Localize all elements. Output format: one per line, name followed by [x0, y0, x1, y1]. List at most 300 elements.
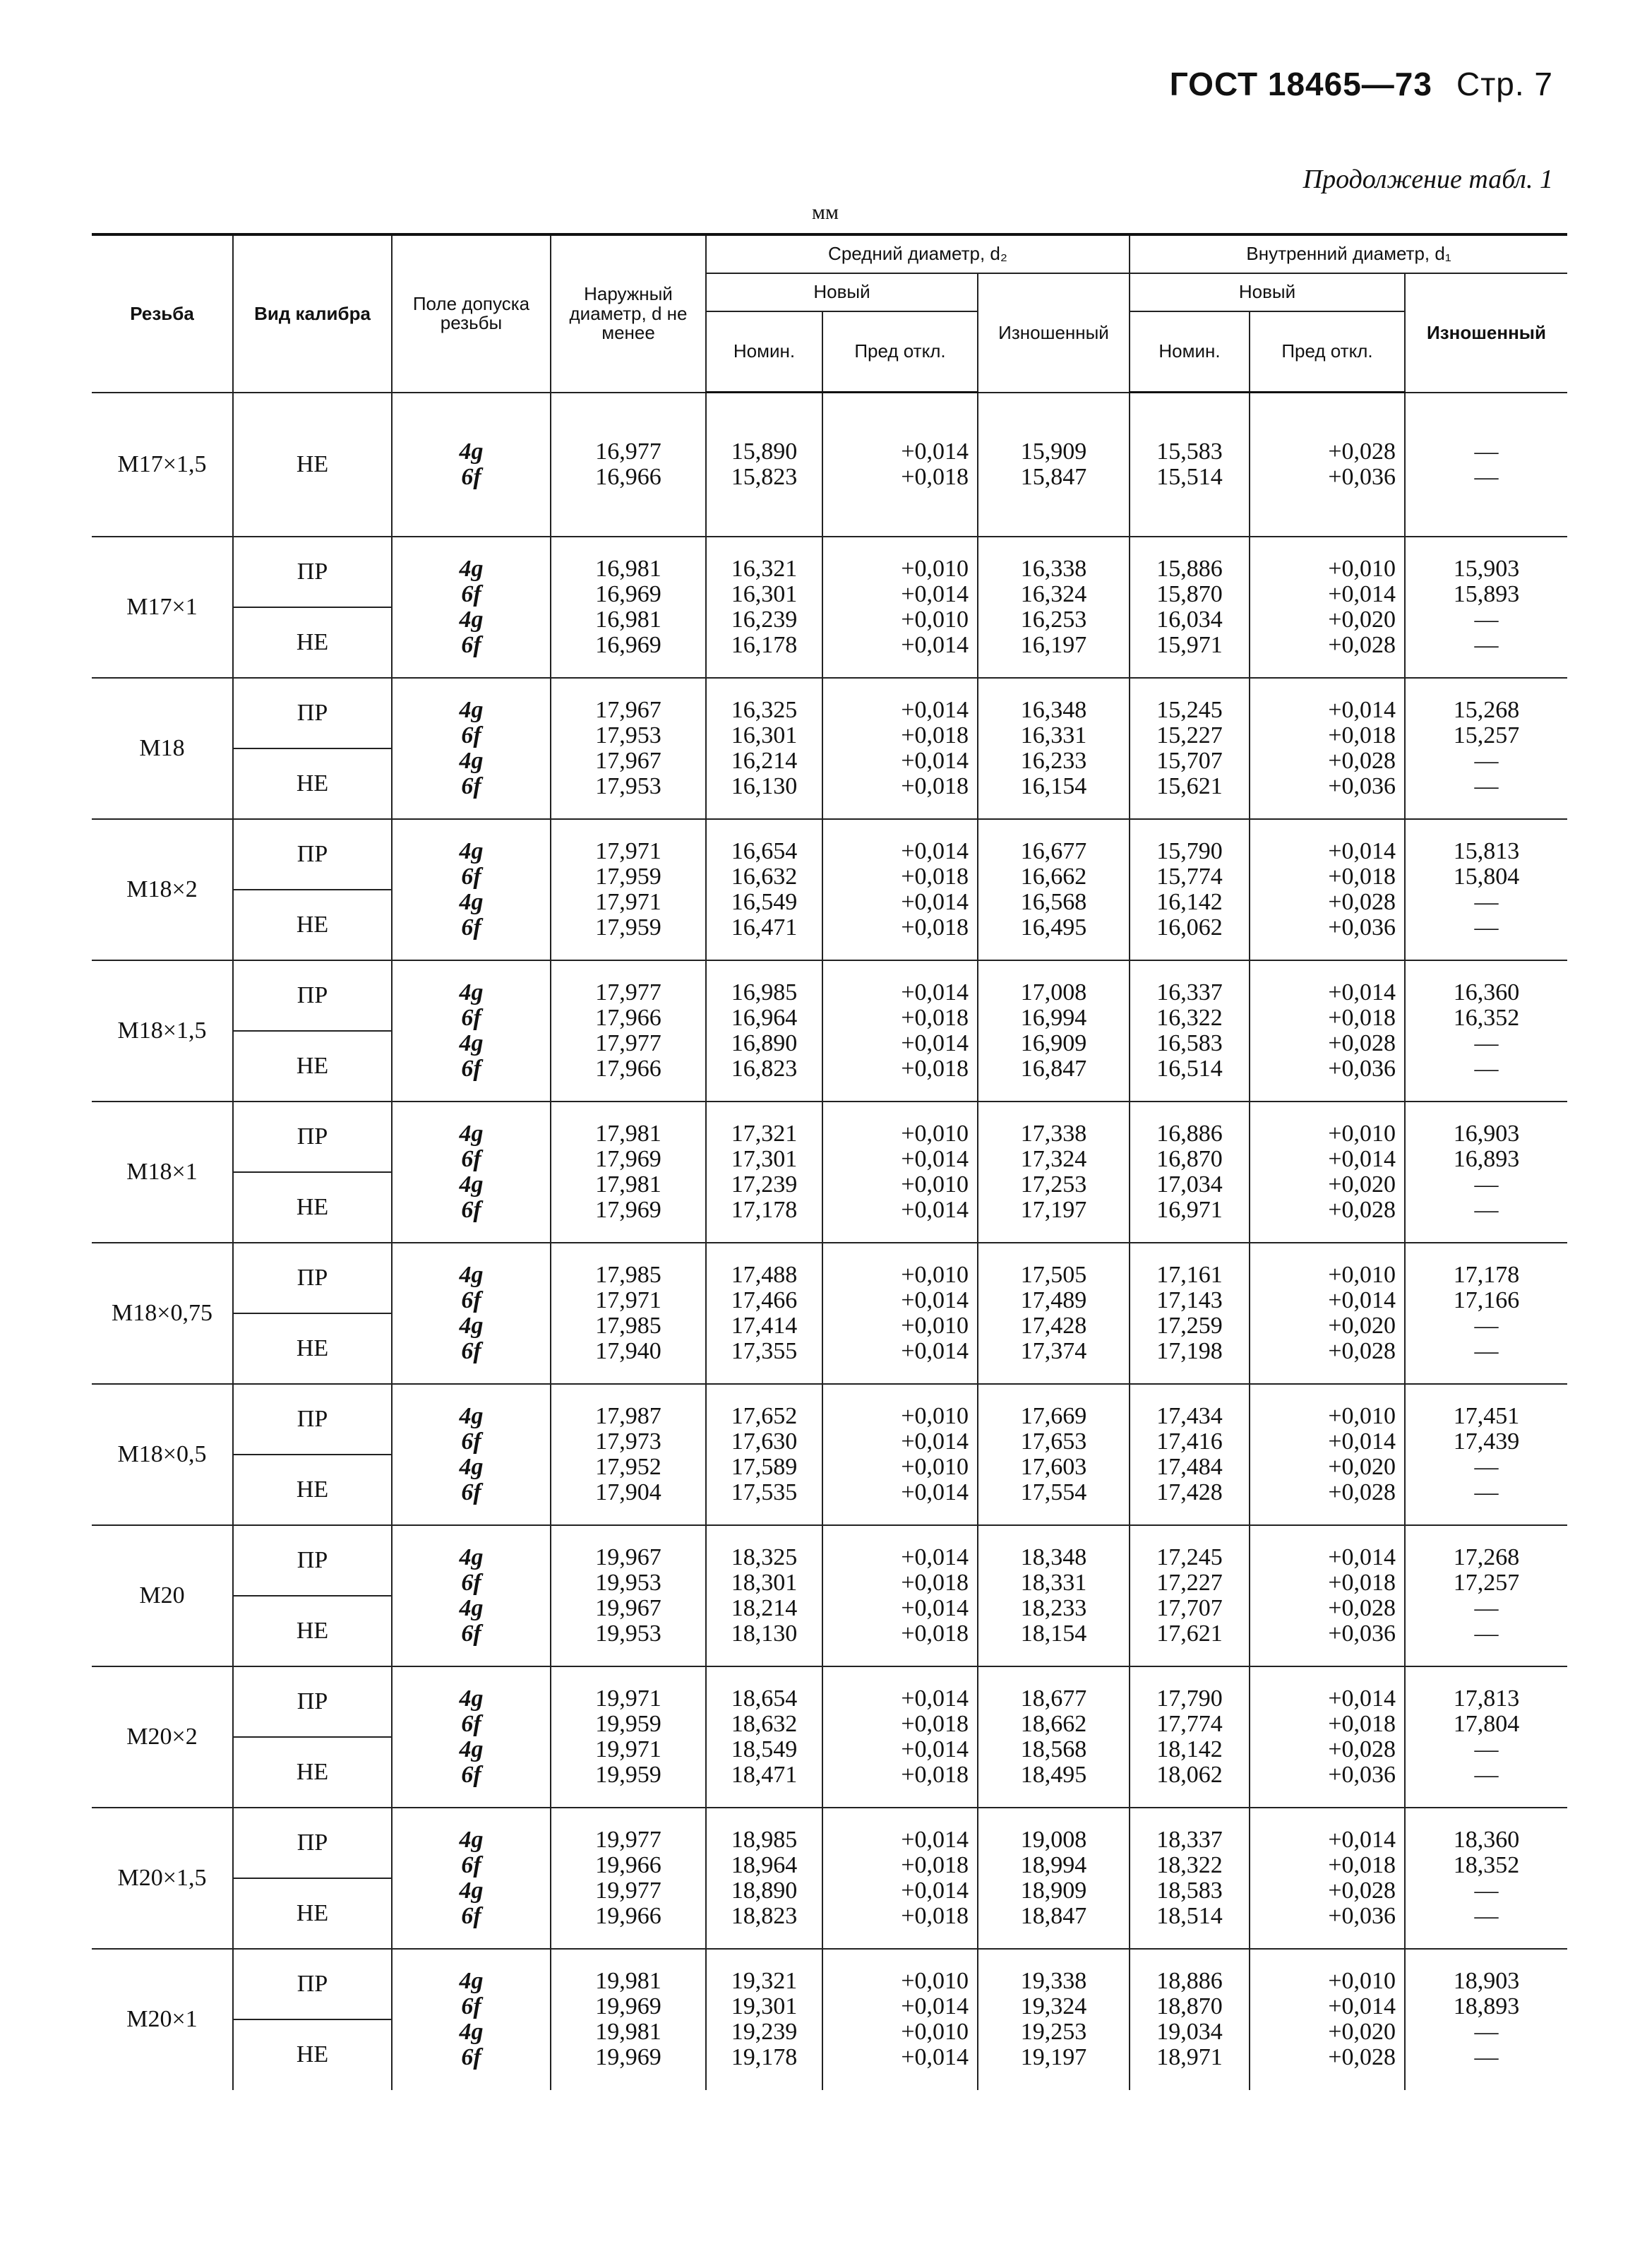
- gauge-kind: НЕ: [233, 1313, 392, 1384]
- cell-value: 18,471: [731, 1761, 798, 1788]
- cell-value: 17,969: [595, 1145, 661, 1172]
- cell-value: 4g: [459, 1312, 484, 1339]
- cell-value: 17,198: [1156, 1337, 1223, 1364]
- thread-gauge-table: [92, 233, 1567, 2090]
- cell-value: +0,028: [1328, 1337, 1396, 1364]
- cell-value: 16,062: [1156, 914, 1223, 941]
- cell-value: 6f: [461, 1569, 481, 1596]
- cell-value: 19,981: [595, 2019, 661, 2045]
- inner-nominal-values: [1130, 1243, 1250, 1384]
- cell-value: 16,348: [1020, 696, 1087, 723]
- cell-value: +0,010: [1328, 1968, 1396, 1994]
- inner-worn-values: [1405, 1949, 1567, 2090]
- cell-value: 16,495: [1020, 914, 1087, 941]
- cell-value: —: [1474, 914, 1499, 941]
- cell-value: 16,338: [1020, 555, 1087, 582]
- inner-nominal-values: [1130, 393, 1250, 537]
- cell-value: +0,028: [1328, 1736, 1396, 1762]
- cell-value: 15,804: [1453, 863, 1520, 890]
- cell-value: 19,977: [595, 1826, 661, 1853]
- pitch-nominal-values: [706, 960, 822, 1102]
- cell-value: —: [1474, 1171, 1499, 1198]
- cell-value: +0,010: [901, 1312, 969, 1339]
- cell-value: 16,969: [595, 631, 661, 658]
- cell-value: 17,940: [595, 1337, 661, 1364]
- cell-value: 15,870: [1156, 580, 1223, 607]
- table-row: [92, 1525, 1567, 1596]
- cell-value: 16,253: [1020, 606, 1087, 633]
- cell-value: 19,178: [731, 2044, 798, 2070]
- cell-value: +0,036: [1328, 1761, 1396, 1788]
- inner-nominal-values: [1130, 1949, 1250, 2090]
- cell-value: +0,028: [1328, 1196, 1396, 1223]
- inner-nominal-values: [1130, 1666, 1250, 1808]
- pitch-deviation-values: [822, 819, 978, 960]
- table-continuation-label: Продолжение табл. 1: [1302, 165, 1553, 194]
- cell-value: 17,434: [1156, 1402, 1223, 1429]
- cell-value: —: [1474, 631, 1499, 658]
- cell-value: 17,981: [595, 1171, 661, 1198]
- gauge-kind: ПР: [233, 1384, 392, 1455]
- cell-value: 18,142: [1156, 1736, 1223, 1762]
- cell-value: 6f: [461, 772, 481, 799]
- cell-value: 17,301: [731, 1145, 798, 1172]
- cell-value: 19,969: [595, 1993, 661, 2019]
- cell-value: 6f: [461, 1851, 481, 1878]
- cell-value: 16,239: [731, 606, 798, 633]
- pitch-nominal-values: [706, 1949, 822, 2090]
- cell-value: +0,036: [1328, 463, 1396, 490]
- cell-value: 18,909: [1020, 1877, 1087, 1904]
- gauge-kind: ПР: [233, 1949, 392, 2019]
- cell-value: 19,967: [595, 1594, 661, 1621]
- cell-value: 4g: [459, 888, 484, 915]
- outer-diameter-values: [551, 819, 706, 960]
- cell-value: 18,495: [1020, 1761, 1087, 1788]
- cell-value: 19,008: [1020, 1826, 1087, 1853]
- cell-value: 19,953: [595, 1620, 661, 1647]
- cell-value: 17,589: [731, 1453, 798, 1480]
- cell-value: 16,632: [731, 863, 798, 890]
- gauge-kind: НЕ: [233, 1878, 392, 1949]
- cell-value: 16,197: [1020, 631, 1087, 658]
- cell-value: 17,268: [1453, 1544, 1520, 1570]
- cell-value: 4g: [459, 1968, 484, 1994]
- cell-value: 19,301: [731, 1993, 798, 2019]
- tolerance-field-values: [392, 1808, 551, 1949]
- cell-value: 16,583: [1156, 1029, 1223, 1056]
- gauge-kind: ПР: [233, 678, 392, 748]
- table-row: [92, 1384, 1567, 1455]
- cell-value: +0,010: [901, 1120, 969, 1147]
- cell-value: +0,018: [901, 463, 969, 490]
- cell-value: 4g: [459, 747, 484, 774]
- pitch-worn-values: [978, 678, 1130, 819]
- pitch-worn-values: [978, 960, 1130, 1102]
- cell-value: 6f: [461, 1993, 481, 2019]
- gauge-kind: НЕ: [233, 393, 392, 537]
- cell-value: —: [1474, 1312, 1499, 1339]
- cell-value: 19,321: [731, 1968, 798, 1994]
- cell-value: 6f: [461, 463, 481, 490]
- table-row: [92, 537, 1567, 607]
- cell-value: 15,823: [731, 463, 798, 490]
- table-row: [92, 1666, 1567, 1737]
- cell-value: 4g: [459, 979, 484, 1005]
- cell-value: 16,654: [731, 837, 798, 864]
- col-group-inner-diameter: Внутренний диаметр, d₁: [1130, 234, 1567, 273]
- cell-value: 16,337: [1156, 979, 1223, 1005]
- cell-value: +0,018: [901, 1569, 969, 1596]
- pitch-nominal-values: [706, 1666, 822, 1808]
- inner-deviation-values: [1250, 1525, 1405, 1666]
- gauge-kind: НЕ: [233, 1031, 392, 1102]
- cell-value: 17,428: [1020, 1312, 1087, 1339]
- col-inner-deviation: Пред откл.: [1250, 311, 1405, 393]
- cell-value: +0,010: [1328, 1402, 1396, 1429]
- cell-value: 16,301: [731, 722, 798, 748]
- inner-worn-values: [1405, 1808, 1567, 1949]
- cell-value: 18,062: [1156, 1761, 1223, 1788]
- cell-value: +0,014: [901, 1029, 969, 1056]
- cell-value: —: [1474, 463, 1499, 490]
- cell-value: 19,197: [1020, 2044, 1087, 2070]
- cell-value: 17,227: [1156, 1569, 1223, 1596]
- cell-value: +0,014: [901, 1428, 969, 1455]
- outer-diameter-values: [551, 678, 706, 819]
- outer-diameter-values: [551, 1808, 706, 1949]
- cell-value: +0,014: [901, 1145, 969, 1172]
- cell-value: +0,018: [1328, 1710, 1396, 1737]
- cell-value: —: [1474, 2019, 1499, 2045]
- cell-value: 19,324: [1020, 1993, 1087, 2019]
- cell-value: 17,813: [1453, 1685, 1520, 1712]
- cell-value: 4g: [459, 696, 484, 723]
- cell-value: +0,014: [901, 438, 969, 465]
- cell-value: 17,338: [1020, 1120, 1087, 1147]
- cell-value: 18,352: [1453, 1851, 1520, 1878]
- cell-value: +0,018: [901, 1761, 969, 1788]
- cell-value: 16,301: [731, 580, 798, 607]
- cell-value: 18,870: [1156, 1993, 1223, 2019]
- cell-value: 18,360: [1453, 1826, 1520, 1853]
- inner-deviation-values: [1250, 819, 1405, 960]
- table-row: [92, 1102, 1567, 1172]
- cell-value: 15,621: [1156, 772, 1223, 799]
- outer-diameter-values: [551, 1666, 706, 1808]
- pitch-worn-values: [978, 1243, 1130, 1384]
- cell-value: +0,018: [901, 1902, 969, 1929]
- cell-value: 16,471: [731, 914, 798, 941]
- cell-value: 17,143: [1156, 1287, 1223, 1313]
- cell-value: —: [1474, 1594, 1499, 1621]
- cell-value: 18,886: [1156, 1968, 1223, 1994]
- inner-nominal-values: [1130, 1384, 1250, 1525]
- cell-value: 16,662: [1020, 863, 1087, 890]
- table-row: [92, 1243, 1567, 1313]
- cell-value: 17,966: [595, 1055, 661, 1082]
- cell-value: 4g: [459, 1402, 484, 1429]
- inner-deviation-values: [1250, 678, 1405, 819]
- cell-value: 18,233: [1020, 1594, 1087, 1621]
- cell-value: —: [1474, 1196, 1499, 1223]
- cell-value: 18,214: [731, 1594, 798, 1621]
- cell-value: 19,338: [1020, 1968, 1087, 1994]
- tolerance-field-values: [392, 1666, 551, 1808]
- tolerance-field-values: [392, 1243, 551, 1384]
- gauge-kind: НЕ: [233, 748, 392, 819]
- cell-value: 18,301: [731, 1569, 798, 1596]
- cell-value: 15,227: [1156, 722, 1223, 748]
- inner-nominal-values: [1130, 678, 1250, 819]
- inner-worn-values: [1405, 678, 1567, 819]
- cell-value: 17,484: [1156, 1453, 1223, 1480]
- pitch-nominal-values: [706, 1102, 822, 1243]
- cell-value: 19,977: [595, 1877, 661, 1904]
- cell-value: +0,018: [901, 914, 969, 941]
- gauge-kind: НЕ: [233, 1596, 392, 1666]
- units-label: мм: [812, 201, 839, 224]
- cell-value: +0,018: [1328, 863, 1396, 890]
- cell-value: —: [1474, 1761, 1499, 1788]
- cell-value: 4g: [459, 2019, 484, 2045]
- cell-value: +0,014: [901, 888, 969, 915]
- thread-designation: M18×1,5: [92, 960, 233, 1102]
- pitch-deviation-values: [822, 1949, 978, 2090]
- cell-value: 17,239: [731, 1171, 798, 1198]
- pitch-deviation-values: [822, 1525, 978, 1666]
- pitch-deviation-values: [822, 1384, 978, 1525]
- cell-value: 16,981: [595, 606, 661, 633]
- inner-worn-values: [1405, 1243, 1567, 1384]
- cell-value: 18,583: [1156, 1877, 1223, 1904]
- thread-designation: M18×2: [92, 819, 233, 960]
- cell-value: +0,014: [901, 979, 969, 1005]
- cell-value: +0,018: [1328, 1004, 1396, 1031]
- cell-value: 19,966: [595, 1902, 661, 1929]
- cell-value: 18,823: [731, 1902, 798, 1929]
- cell-value: 15,909: [1020, 438, 1087, 465]
- cell-value: 19,967: [595, 1544, 661, 1570]
- cell-value: +0,010: [901, 1171, 969, 1198]
- cell-value: —: [1474, 1453, 1499, 1480]
- cell-value: 16,964: [731, 1004, 798, 1031]
- col-tolerance-field: Поле допуска резьбы: [392, 234, 551, 393]
- cell-value: +0,018: [901, 1710, 969, 1737]
- cell-value: 6f: [461, 2044, 481, 2070]
- gauge-kind: ПР: [233, 819, 392, 890]
- tolerance-field-values: [392, 819, 551, 960]
- cell-value: +0,018: [1328, 1569, 1396, 1596]
- inner-nominal-values: [1130, 960, 1250, 1102]
- cell-value: 16,981: [595, 555, 661, 582]
- cell-value: 16,130: [731, 772, 798, 799]
- cell-value: 16,233: [1020, 747, 1087, 774]
- table-body: [92, 393, 1567, 2090]
- cell-value: 17,489: [1020, 1287, 1087, 1313]
- tolerance-field-values: [392, 1949, 551, 2090]
- pitch-worn-values: [978, 537, 1130, 678]
- cell-value: 17,034: [1156, 1171, 1223, 1198]
- pitch-worn-values: [978, 393, 1130, 537]
- inner-worn-values: [1405, 819, 1567, 960]
- cell-value: —: [1474, 1029, 1499, 1056]
- cell-value: +0,014: [1328, 1993, 1396, 2019]
- cell-value: +0,014: [1328, 1287, 1396, 1313]
- cell-value: 18,348: [1020, 1544, 1087, 1570]
- tolerance-field-values: [392, 393, 551, 537]
- cell-value: +0,014: [1328, 580, 1396, 607]
- pitch-nominal-values: [706, 1525, 822, 1666]
- cell-value: 6f: [461, 1337, 481, 1364]
- pitch-nominal-values: [706, 393, 822, 537]
- cell-value: +0,010: [1328, 1261, 1396, 1288]
- cell-value: 16,568: [1020, 888, 1087, 915]
- cell-value: +0,014: [901, 696, 969, 723]
- cell-value: 4g: [459, 1826, 484, 1853]
- cell-value: +0,014: [901, 1479, 969, 1505]
- cell-value: 17,505: [1020, 1261, 1087, 1288]
- cell-value: 19,969: [595, 2044, 661, 2070]
- cell-value: 4g: [459, 1171, 484, 1198]
- cell-value: 17,707: [1156, 1594, 1223, 1621]
- inner-nominal-values: [1130, 537, 1250, 678]
- inner-deviation-values: [1250, 1384, 1405, 1525]
- cell-value: 16,214: [731, 747, 798, 774]
- outer-diameter-values: [551, 537, 706, 678]
- cell-value: 16,977: [595, 438, 661, 465]
- cell-value: 15,514: [1156, 463, 1223, 490]
- cell-value: 18,130: [731, 1620, 798, 1647]
- thread-designation: M18×1: [92, 1102, 233, 1243]
- cell-value: 16,352: [1453, 1004, 1520, 1031]
- cell-value: +0,014: [1328, 1428, 1396, 1455]
- cell-value: 15,583: [1156, 438, 1223, 465]
- cell-value: +0,014: [1328, 1826, 1396, 1853]
- cell-value: +0,020: [1328, 1312, 1396, 1339]
- cell-value: +0,028: [1328, 1594, 1396, 1621]
- pitch-worn-values: [978, 1666, 1130, 1808]
- cell-value: 16,994: [1020, 1004, 1087, 1031]
- tolerance-field-values: [392, 1102, 551, 1243]
- inner-deviation-values: [1250, 537, 1405, 678]
- thread-designation: M17×1: [92, 537, 233, 678]
- cell-value: 17,197: [1020, 1196, 1087, 1223]
- cell-value: 4g: [459, 1594, 484, 1621]
- cell-value: —: [1474, 606, 1499, 633]
- cell-value: +0,014: [901, 1544, 969, 1570]
- cell-value: 6f: [461, 1055, 481, 1082]
- cell-value: 6f: [461, 1710, 481, 1737]
- cell-value: +0,014: [901, 2044, 969, 2070]
- inner-nominal-values: [1130, 1525, 1250, 1666]
- tolerance-field-values: [392, 1384, 551, 1525]
- cell-value: 18,549: [731, 1736, 798, 1762]
- cell-value: —: [1474, 747, 1499, 774]
- cell-value: 16,324: [1020, 580, 1087, 607]
- cell-value: 17,987: [595, 1402, 661, 1429]
- cell-value: 16,903: [1453, 1120, 1520, 1147]
- thread-designation: M20: [92, 1525, 233, 1666]
- cell-value: —: [1474, 438, 1499, 465]
- cell-value: 16,847: [1020, 1055, 1087, 1082]
- cell-value: 17,981: [595, 1120, 661, 1147]
- cell-value: +0,020: [1328, 1453, 1396, 1480]
- cell-value: 15,774: [1156, 863, 1223, 890]
- inner-deviation-values: [1250, 1102, 1405, 1243]
- cell-value: 15,893: [1453, 580, 1520, 607]
- cell-value: +0,020: [1328, 2019, 1396, 2045]
- cell-value: 17,904: [595, 1479, 661, 1505]
- cell-value: 4g: [459, 837, 484, 864]
- col-inner-worn: Изношенный: [1405, 273, 1567, 393]
- cell-value: 16,325: [731, 696, 798, 723]
- cell-value: 17,971: [595, 1287, 661, 1313]
- inner-deviation-values: [1250, 960, 1405, 1102]
- cell-value: +0,010: [901, 606, 969, 633]
- cell-value: 17,669: [1020, 1402, 1087, 1429]
- pitch-worn-values: [978, 819, 1130, 960]
- outer-diameter-values: [551, 1384, 706, 1525]
- cell-value: 17,953: [595, 722, 661, 748]
- inner-deviation-values: [1250, 1666, 1405, 1808]
- cell-value: 4g: [459, 606, 484, 633]
- page-number: Стр. 7: [1456, 66, 1553, 102]
- col-inner-new: Новый: [1130, 273, 1405, 311]
- cell-value: +0,014: [901, 1337, 969, 1364]
- cell-value: +0,014: [901, 837, 969, 864]
- cell-value: 19,239: [731, 2019, 798, 2045]
- cell-value: 17,985: [595, 1312, 661, 1339]
- pitch-nominal-values: [706, 537, 822, 678]
- cell-value: 15,268: [1453, 696, 1520, 723]
- cell-value: 18,514: [1156, 1902, 1223, 1929]
- cell-value: 18,325: [731, 1544, 798, 1570]
- cell-value: —: [1474, 1902, 1499, 1929]
- cell-value: 18,964: [731, 1851, 798, 1878]
- cell-value: 17,416: [1156, 1428, 1223, 1455]
- inner-nominal-values: [1130, 819, 1250, 960]
- thread-designation: M18×0,75: [92, 1243, 233, 1384]
- cell-value: 17,374: [1020, 1337, 1087, 1364]
- pitch-deviation-values: [822, 537, 978, 678]
- cell-value: 6f: [461, 1196, 481, 1223]
- inner-worn-values: [1405, 1666, 1567, 1808]
- cell-value: 17,488: [731, 1261, 798, 1288]
- cell-value: 19,953: [595, 1569, 661, 1596]
- cell-value: 16,886: [1156, 1120, 1223, 1147]
- cell-value: +0,014: [901, 747, 969, 774]
- cell-value: 15,847: [1020, 463, 1087, 490]
- thread-designation: M20×1: [92, 1949, 233, 2090]
- outer-diameter-values: [551, 1525, 706, 1666]
- cell-value: +0,028: [1328, 2044, 1396, 2070]
- cell-value: 17,257: [1453, 1569, 1520, 1596]
- cell-value: 17,554: [1020, 1479, 1087, 1505]
- cell-value: —: [1474, 888, 1499, 915]
- cell-value: 16,154: [1020, 772, 1087, 799]
- cell-value: 17,621: [1156, 1620, 1223, 1647]
- cell-value: +0,020: [1328, 606, 1396, 633]
- cell-value: 17,466: [731, 1287, 798, 1313]
- cell-value: 4g: [459, 1736, 484, 1762]
- cell-value: 17,166: [1453, 1287, 1520, 1313]
- cell-value: 18,847: [1020, 1902, 1087, 1929]
- cell-value: +0,014: [901, 1877, 969, 1904]
- cell-value: 4g: [459, 438, 484, 465]
- thread-designation: M20×1,5: [92, 1808, 233, 1949]
- cell-value: +0,014: [1328, 1685, 1396, 1712]
